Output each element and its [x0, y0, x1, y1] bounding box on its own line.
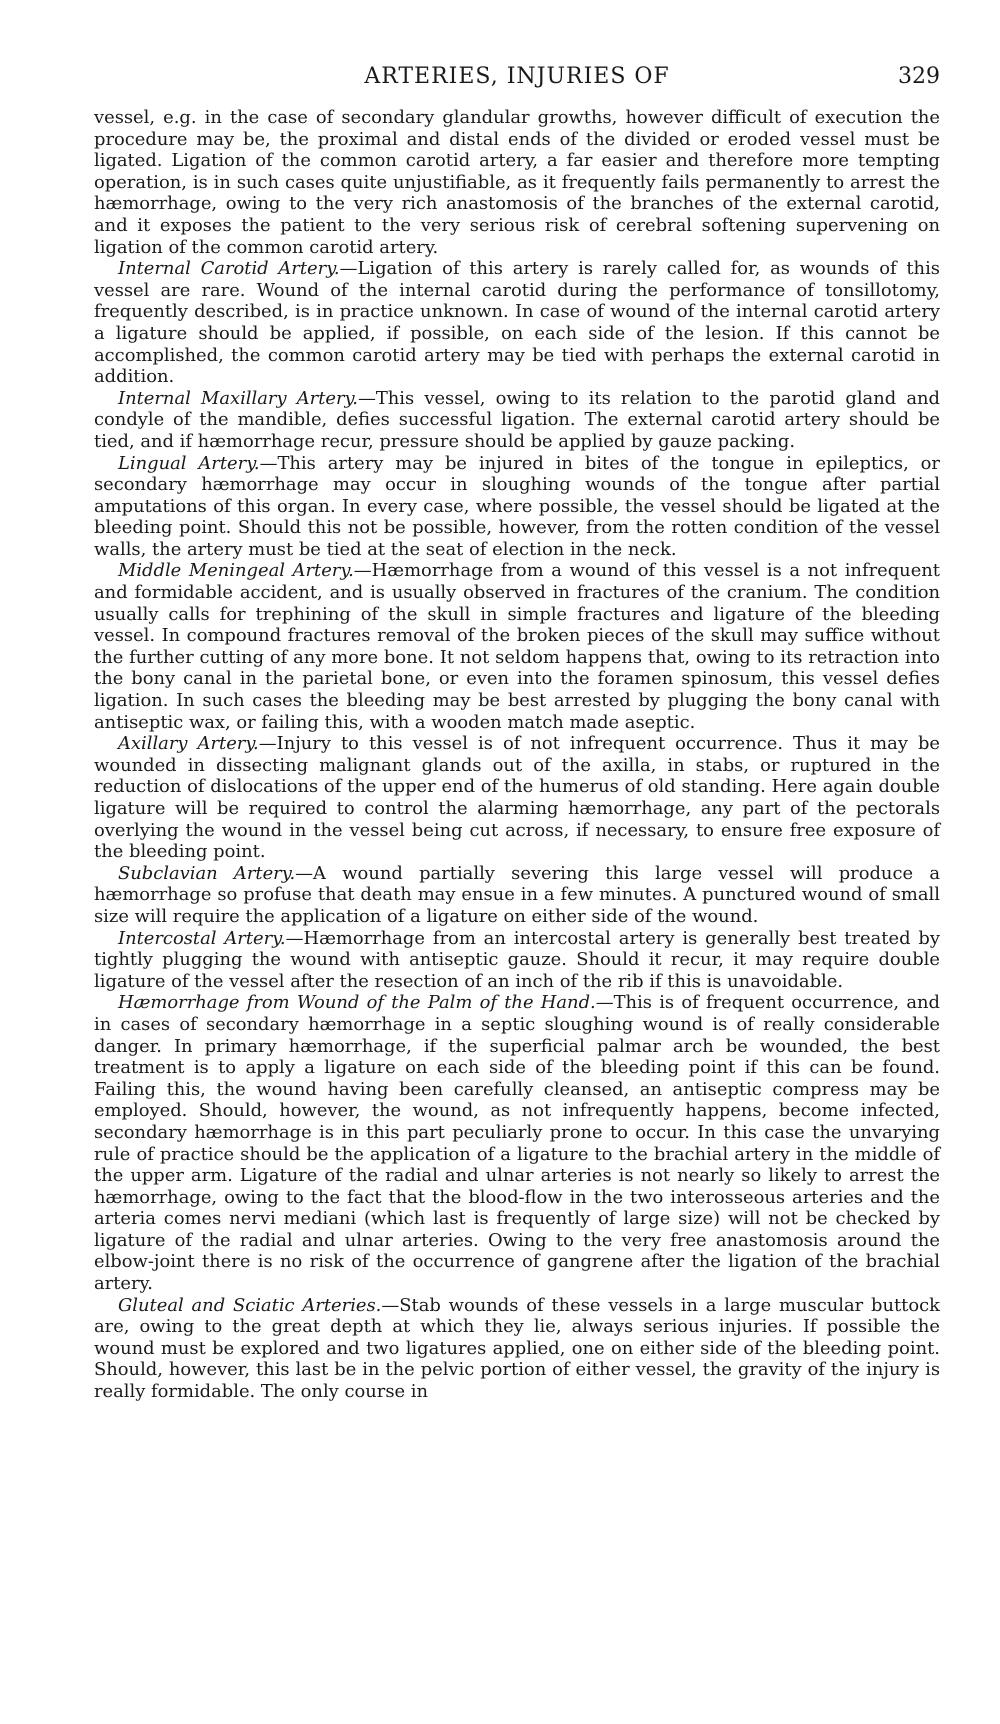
paragraph-intercostal: [94, 928, 940, 993]
running-head: [94, 62, 940, 92]
paragraph-text: —Hæmorrhage from an intercostal artery is generally best treated by tightly plugging the wound with antiseptic gauze. Should it recur, it may require double ligature of the vessel after the resection of an inch of the rib if this is unavoidable.: [94, 927, 940, 992]
paragraph-lingual: [94, 453, 940, 561]
paragraph-text: —Ligation of this artery is rarely called for, as wounds of this vessel are rare. Wound of the internal carotid during the performance of tonsillotomy, frequently described, is in practice unknown. In case of wound of the internal carotid artery a ligature should be applied, if possible, on each side of the lesion. If this cannot be accomplished, the common carotid artery may be tied with perhaps the external carotid in addition.: [94, 258, 940, 388]
paragraph-text: —This vessel, owing to its relation to the parotid gland and condyle of the mandible, defies successful ligation. The external carotid artery should be tied, and if hæmorrhage recur, pressure should be applied by gauze packing.: [94, 387, 940, 452]
paragraph-subclavian: [94, 863, 940, 928]
paragraph-gluteal-sciatic: [94, 1295, 940, 1403]
body-text: [94, 107, 940, 1403]
paragraph-text: —A wound partially severing this large vessel will produce a hæmorrhage so profuse that death may ensue in a few minutes. A punctured wound of small size will require the application of a ligature on either side of the wound.: [94, 862, 940, 927]
running-title: ARTERIES, INJURIES OF: [364, 64, 670, 89]
paragraph-heading: Internal Carotid Artery.: [118, 258, 340, 280]
paragraph-text: vessel, e.g. in the case of secondary glandular growths, however difficult of execution the procedure may be, the proximal and distal ends of the divided or eroded vessel must be ligated. Ligation of the common carotid artery, a far easier and therefore more tempting operation, is in such cases quite unjustifiable, as it frequently fails permanently to arrest the hæmorrhage, owing to the very rich anastomosis of the branches of the external carotid, and it exposes the patient to the very serious risk of cerebral softening supervening on ligation of the common carotid artery.: [94, 107, 940, 258]
paragraph-heading: Subclavian Artery.: [118, 862, 296, 884]
paragraph-heading: Intercostal Artery.: [118, 927, 286, 949]
paragraph-text: —This is of frequent occurrence, and in cases of secondary hæmorrhage in a septic sloughing wound is of really considerable danger. In primary hæmorrhage, if the superficial palmar arch be wounded, the best treatment is to apply a ligature on each side of the bleeding point if this can be found. Failing this, the wound having been carefully cleansed, an antiseptic compress may be employed. Should, however, the wound, as not infrequently happens, become infected, secondary hæmorrhage is in this part peculiarly prone to occur. In this case the unvarying rule of practice should be the application of a ligature to the brachial artery in the middle of the upper arm. Ligature of the radial and ulnar arteries is not nearly so likely to arrest the hæmorrhage, owing to the fact that the blood-flow in the two interosseous arteries and the arteria comes nervi mediani (which last is frequently of large size) will not be checked by ligature of the radial and ulnar arteries. Owing to the very free anastomosis around the elbow-joint there is no risk of the occurrence of gangrene after the ligation of the brachial artery.: [94, 992, 941, 1295]
paragraph-internal-carotid: [94, 258, 940, 388]
paragraph-internal-maxillary: [94, 388, 940, 453]
paragraph-text: —Injury to this vessel is of not infrequent occurrence. Thus it may be wounded in dissecting malignant glands out of the axilla, in stabs, or ruptured in the reduction of dislocations of the upper end of the humerus of old standing. Here again double ligature will be required to control the alarming hæmorrhage, any part of the pectorals overlying the wound in the vessel being cut across, if necessary, to ensure free exposure of the bleeding point.: [94, 733, 940, 863]
paragraph-heading: Hæmorrhage from Wound of the Palm of the Hand.: [118, 992, 596, 1014]
paragraph-middle-meningeal: [94, 560, 940, 733]
paragraph-palm-of-hand: [94, 992, 940, 1294]
paragraph-continuation: [94, 107, 940, 258]
page-number: 329: [898, 64, 940, 89]
paragraph-text: —Stab wounds of these vessels in a large muscular buttock are, owing to the great depth at which they lie, always serious injuries. If possible the wound must be explored and two ligatures applied, one on either side of the bleeding point. Should, however, this last be in the pelvic portion of either vessel, the gravity of the injury is really formidable. The only course in: [94, 1294, 940, 1403]
paragraph-heading: Axillary Artery.: [118, 733, 259, 755]
paragraph-text: —This artery may be injured in bites of the tongue in epileptics, or secondary hæmorrhage may occur in sloughing wounds of the tongue after partial amputations of this organ. In every case, where possible, the vessel should be ligated at the bleeding point. Should this not be possible, however, from the rotten condition of the vessel walls, the artery must be tied at the seat of election in the neck.: [94, 452, 940, 560]
paragraph-text: —Hæmorrhage from a wound of this vessel is a not infrequent and formidable accident, and is usually observed in fractures of the cranium. The condition usually calls for trephining of the skull in simple fractures and ligature of the bleeding vessel. In compound fractures removal of the broken pieces of the skull may suffice without the further cutting of any more bone. It not seldom happens that, owing to its retraction into the bony canal in the parietal bone, or even into the foramen spinosum, this vessel defies ligation. In such cases the bleeding may be best arrested by plugging the bony canal with antiseptic wax, or failing this, with a wooden match made aseptic.: [94, 560, 940, 733]
paragraph-heading: Gluteal and Sciatic Arteries.: [118, 1294, 382, 1316]
paragraph-heading: Internal Maxillary Artery.: [118, 387, 358, 409]
paragraph-heading: Lingual Artery.: [118, 452, 260, 474]
paragraph-axillary: [94, 733, 940, 863]
paragraph-heading: Middle Meningeal Artery.: [118, 560, 354, 582]
